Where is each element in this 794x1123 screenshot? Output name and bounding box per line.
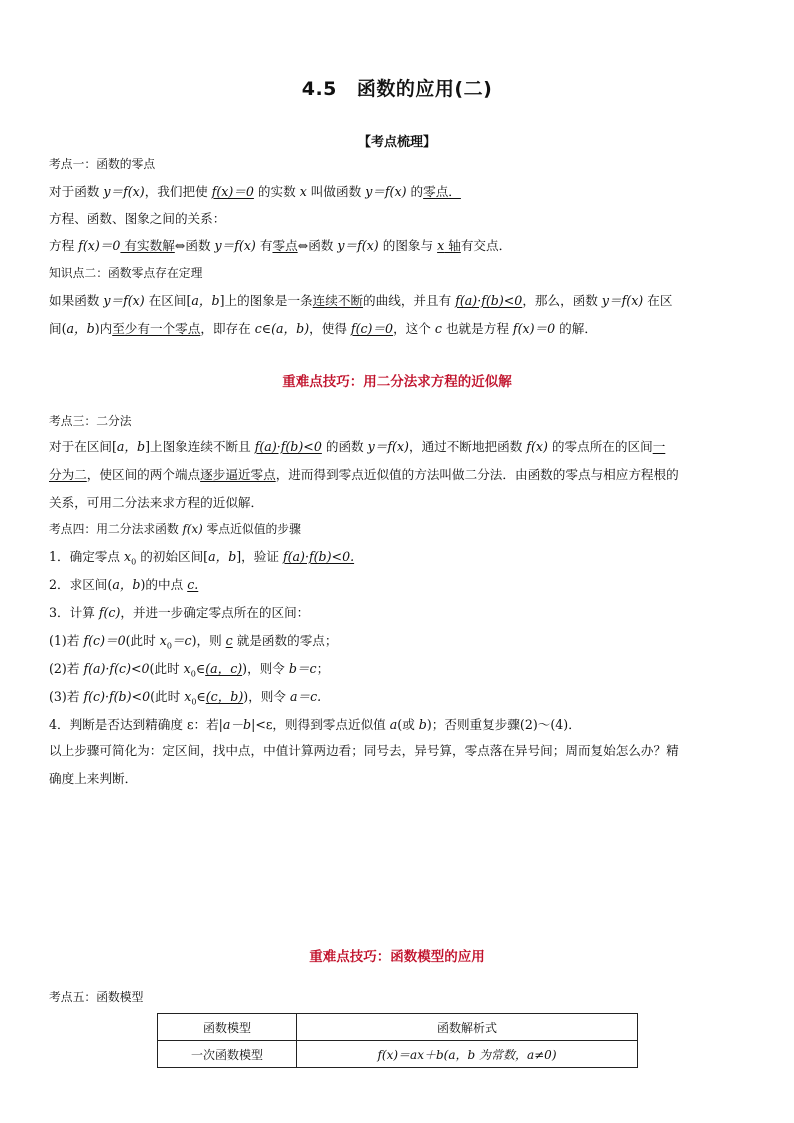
theorem-line-2: 间(a，b)内至少有一个零点，即存在 c∈(a，b)，使得 f(c)＝0，这个 c 也就是方程 f(x)＝0 的解． — [49, 321, 597, 336]
function-model-table — [157, 1013, 638, 1068]
table-row — [158, 1041, 638, 1068]
kaodian-1: 考点一：函数的零点 — [49, 157, 156, 171]
kaodian-4: 考点四：用二分法求函数 f(x) 零点近似值的步骤 — [49, 522, 301, 536]
relation-heading: 方程、函数、图象之间的关系： — [49, 211, 226, 226]
knowledge-point-2: 知识点二：函数零点存在定理 — [49, 266, 203, 280]
step-3-2: (2)若 f(a)·f(c)<0(此时 $x_0\in(a$，c))，则令 b＝c； — [49, 661, 330, 679]
summary-line-1: 以上步骤可简化为：定区间，找中点，中值计算两边看；同号去，异号算，零点落在异号间；周而复始怎么办？精 — [49, 743, 679, 758]
relation-line: 方程 f(x)＝0 有实数解⇔函数 y＝f(x) 有零点⇔函数 y＝f(x) 的图象与 x 轴有交点． — [49, 238, 512, 253]
table-header-cell: 函数解析式 — [297, 1014, 638, 1041]
technique-heading-bisection: 重难点技巧：用二分法求方程的近似解 — [282, 374, 512, 390]
table-header-row — [158, 1014, 638, 1041]
kaodian-5: 考点五：函数模型 — [49, 990, 144, 1004]
table-cell: f(x)＝ax＋b(a，b 为常数，a≠0) — [297, 1041, 638, 1068]
step-4: 4．判断是否达到精确度 ε：若|a－b|<ε，则得到零点近似值 a(或 b)；否则重复步骤(2)～(4)． — [49, 717, 581, 732]
step-3-1: (1)若 f(c)＝0(此时 $x_0=c$)，则 c 就是函数的零点； — [49, 633, 338, 651]
section-number: 4.5 — [301, 78, 337, 100]
section-header: 【考点梳理】 — [357, 135, 436, 150]
step-2: 2．求区间(a，b)的中点 c. — [49, 577, 199, 592]
table-cell: 一次函数模型 — [158, 1041, 297, 1068]
step-3-3: (3)若 f(c)·f(b)<0(此时 $x_0\in(c$，b))，则令 a＝c. — [49, 689, 322, 707]
zero-definition: 对于函数 y＝f(x)，我们把使 f(x)＝0 的实数 x 叫做函数 y＝f(x) 的零点． — [49, 184, 461, 199]
theorem-line-1: 如果函数 y＝f(x) 在区间[a，b]上的图象是一条连续不断的曲线，并且有 f(a)·f(b)<0，那么，函数 y＝f(x) 在区 — [49, 293, 673, 308]
bisection-line-3: 关系，可用二分法来求方程的近似解． — [49, 495, 264, 510]
summary-line-2: 确度上来判断． — [49, 771, 138, 786]
title-text: 函数的应用(二) — [356, 78, 493, 100]
table-header-cell: 函数模型 — [158, 1014, 297, 1041]
bisection-line-1: 对于在区间[a，b]上图象连续不断且 f(a)·f(b)<0 的函数 y＝f(x)，通过不断地把函数 f(x) 的零点所在的区间一 — [49, 439, 666, 454]
bisection-line-2: 分为二，使区间的两个端点逐步逼近零点，进而得到零点近似值的方法叫做二分法．由函数的零点与相应方程根的 — [49, 467, 679, 482]
page-title — [0, 74, 794, 101]
technique-heading-models: 重难点技巧：函数模型的应用 — [309, 949, 485, 965]
kaodian-3: 考点三：二分法 — [49, 414, 132, 428]
step-1: 1．确定零点 $x_0$ 的初始区间[a，b]，验证 f(a)·f(b)<0. — [49, 549, 355, 567]
step-3: 3．计算 f(c)，并进一步确定零点所在的区间： — [49, 605, 310, 620]
